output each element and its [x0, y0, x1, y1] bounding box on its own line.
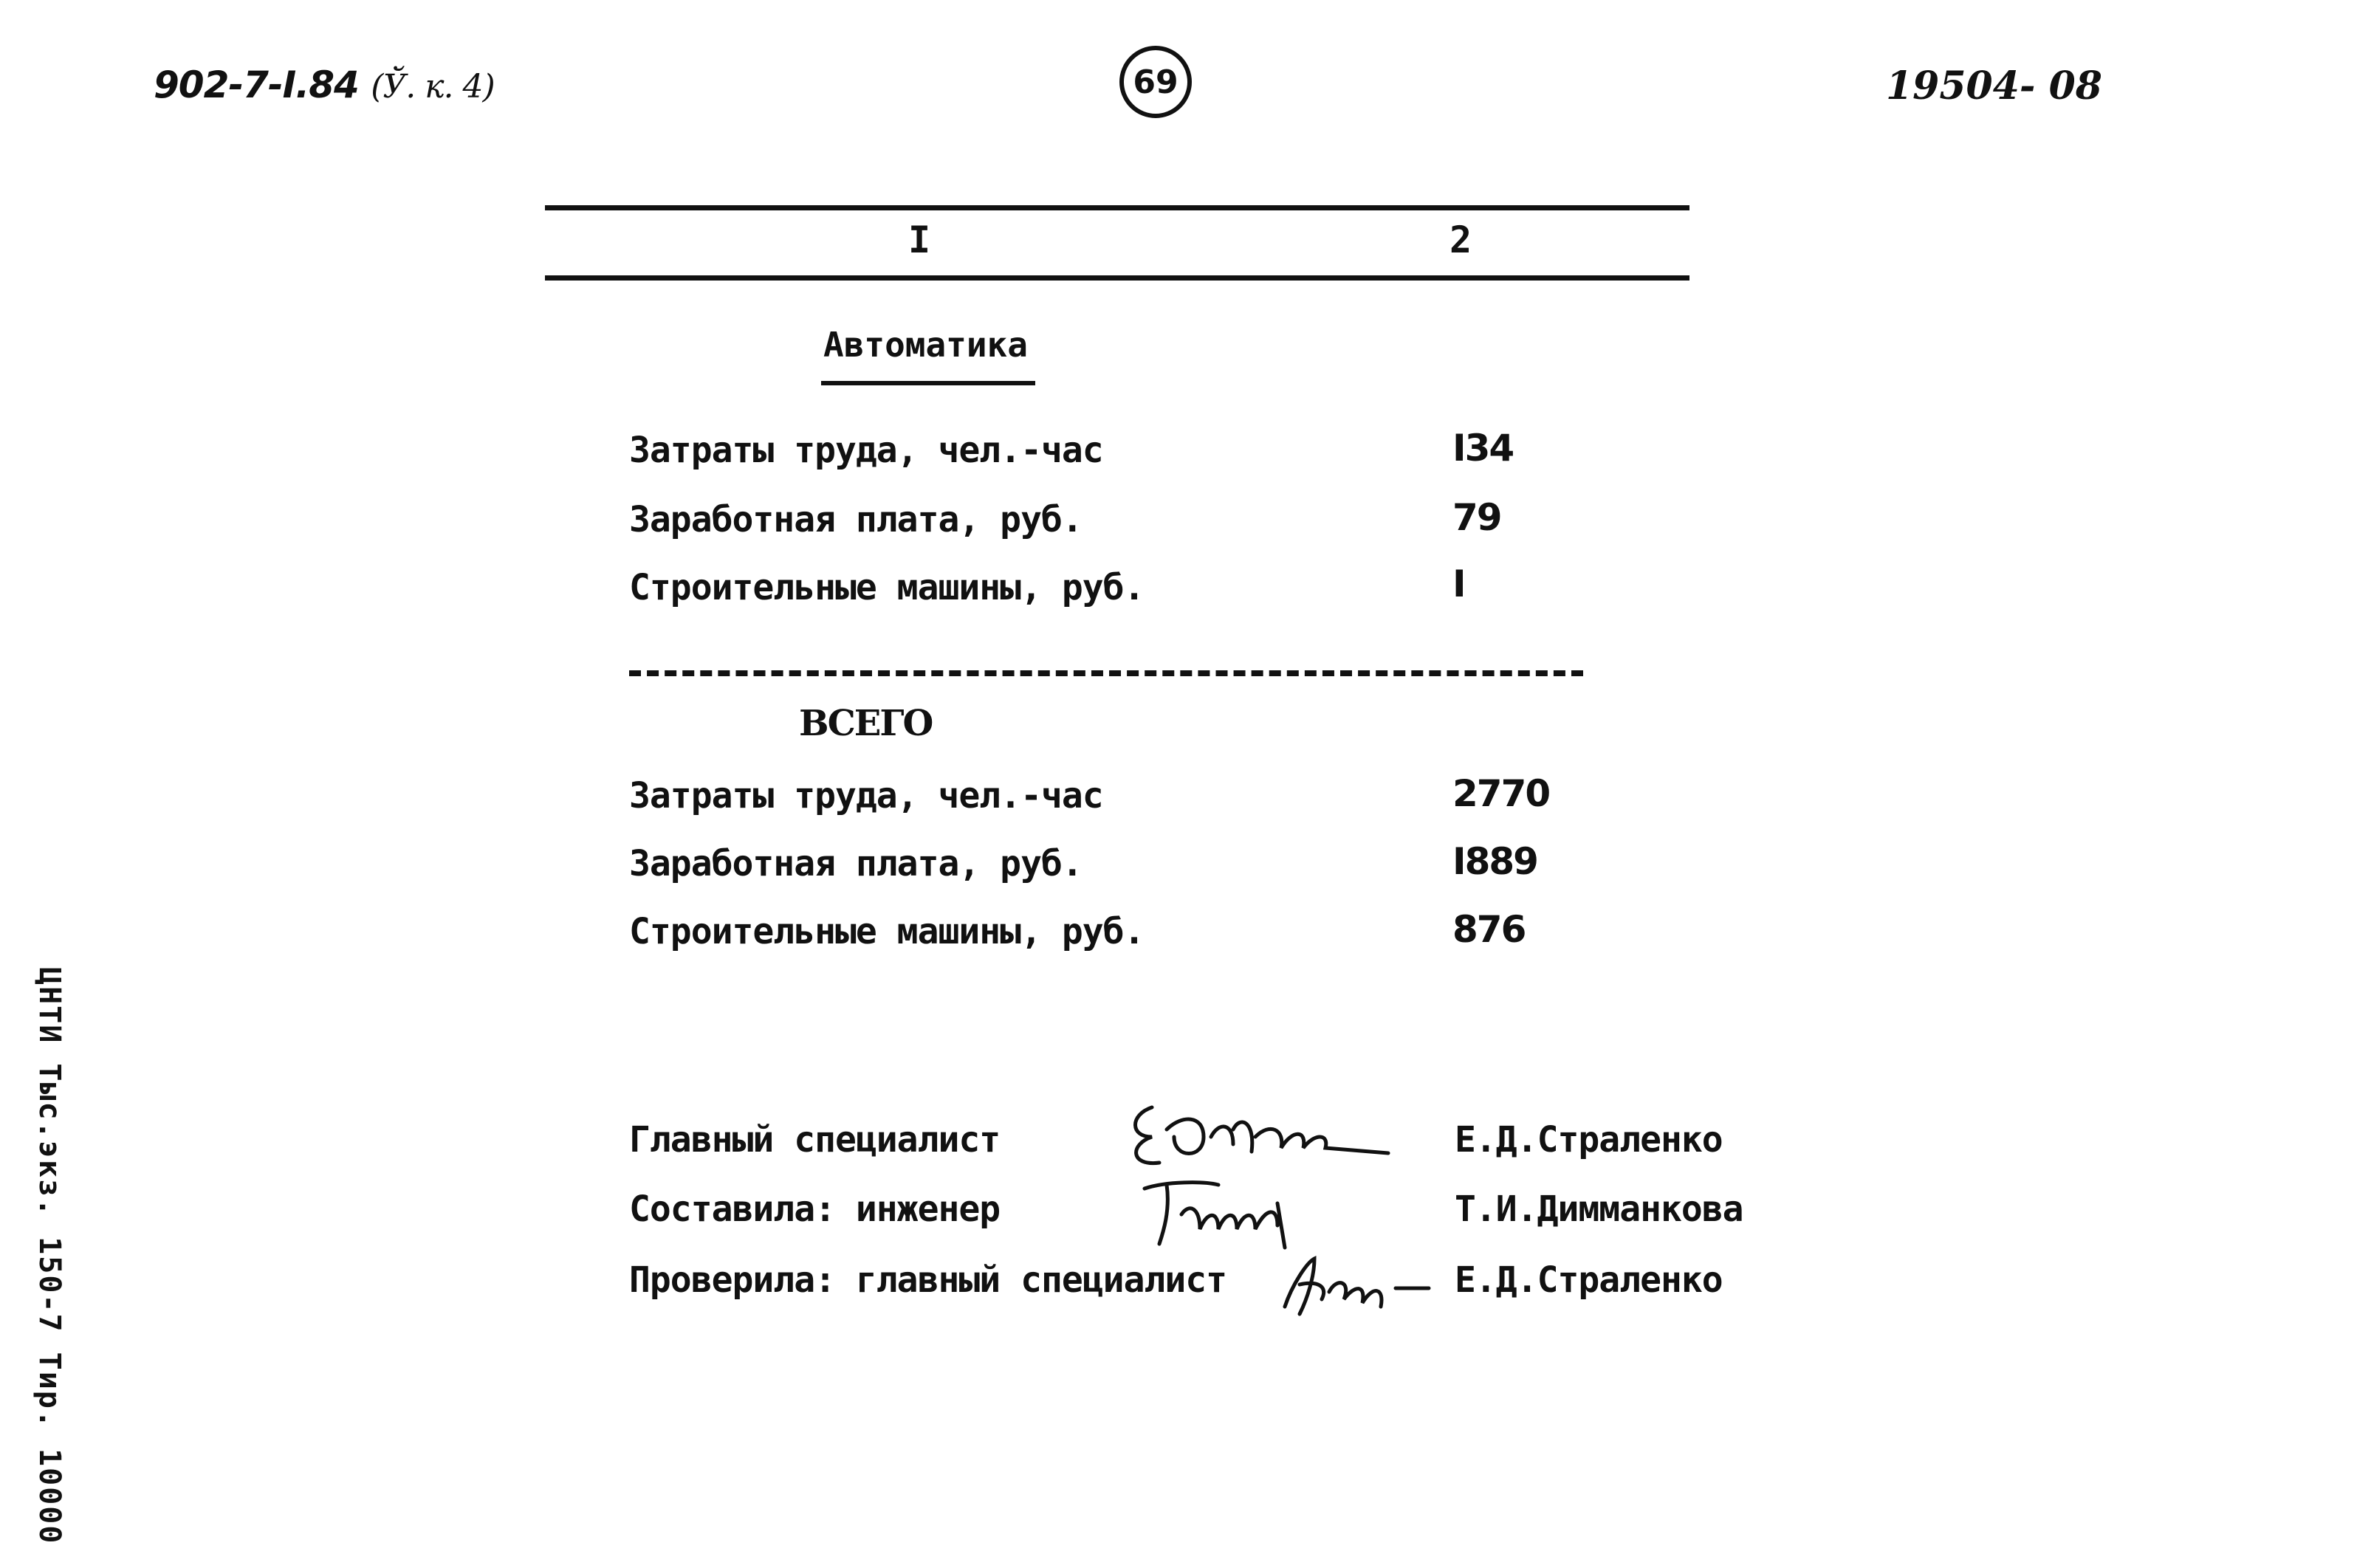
total-row-value: 876	[1452, 908, 1526, 951]
section-row-label: Затраты труда, чел.-час	[629, 430, 1103, 471]
signature-name: Е.Д.Страленко	[1455, 1119, 1723, 1160]
document-code-number: 902-7-I.84	[154, 63, 359, 106]
section-row-value: I	[1452, 563, 1465, 605]
section-title: Автоматика	[823, 325, 1028, 365]
total-row-value: 2770	[1452, 772, 1550, 815]
section-title-underline	[821, 381, 1035, 385]
document-code	[154, 63, 495, 106]
column-header-1: I	[908, 219, 931, 261]
section-row-label: Заработная плата, руб.	[629, 499, 1083, 540]
dashed-separator	[629, 670, 1583, 676]
page-number: 69	[1133, 63, 1178, 101]
total-row-label: Строительные машины, руб.	[629, 911, 1145, 952]
document-code-note: (Ў. к. 4)	[371, 68, 495, 106]
handwritten-signature-3	[1270, 1248, 1433, 1321]
inventory-number: 19504- 08	[1886, 63, 2102, 109]
signature-role: Проверила: главный специалист	[629, 1259, 1227, 1301]
section-row-value: 79	[1452, 496, 1501, 539]
signature-role: Главный специалист	[629, 1119, 1001, 1160]
table-header-rule	[545, 275, 1689, 281]
section-row-label: Строительные машины, руб.	[629, 567, 1145, 608]
page-number-badge	[1119, 46, 1192, 118]
total-title: ВСЕГО	[799, 703, 933, 744]
table-top-rule	[545, 205, 1689, 210]
signature-name: Т.И.Димманкова	[1455, 1189, 1743, 1230]
signature-role: Составила: инженер	[629, 1189, 1001, 1230]
total-row-label: Заработная плата, руб.	[629, 843, 1083, 884]
total-row-value: I889	[1452, 840, 1537, 883]
signature-name: Е.Д.Страленко	[1455, 1259, 1723, 1301]
handwritten-signature-1	[1122, 1085, 1403, 1174]
section-row-value: I34	[1452, 427, 1514, 470]
handwritten-signature-2	[1137, 1174, 1329, 1255]
column-header-2: 2	[1449, 219, 1472, 261]
total-row-label: Затраты труда, чел.-час	[629, 775, 1103, 816]
printer-imprint: ЦНТИ Тыс.экз. 150-7 Тир. 10000	[32, 967, 66, 1545]
